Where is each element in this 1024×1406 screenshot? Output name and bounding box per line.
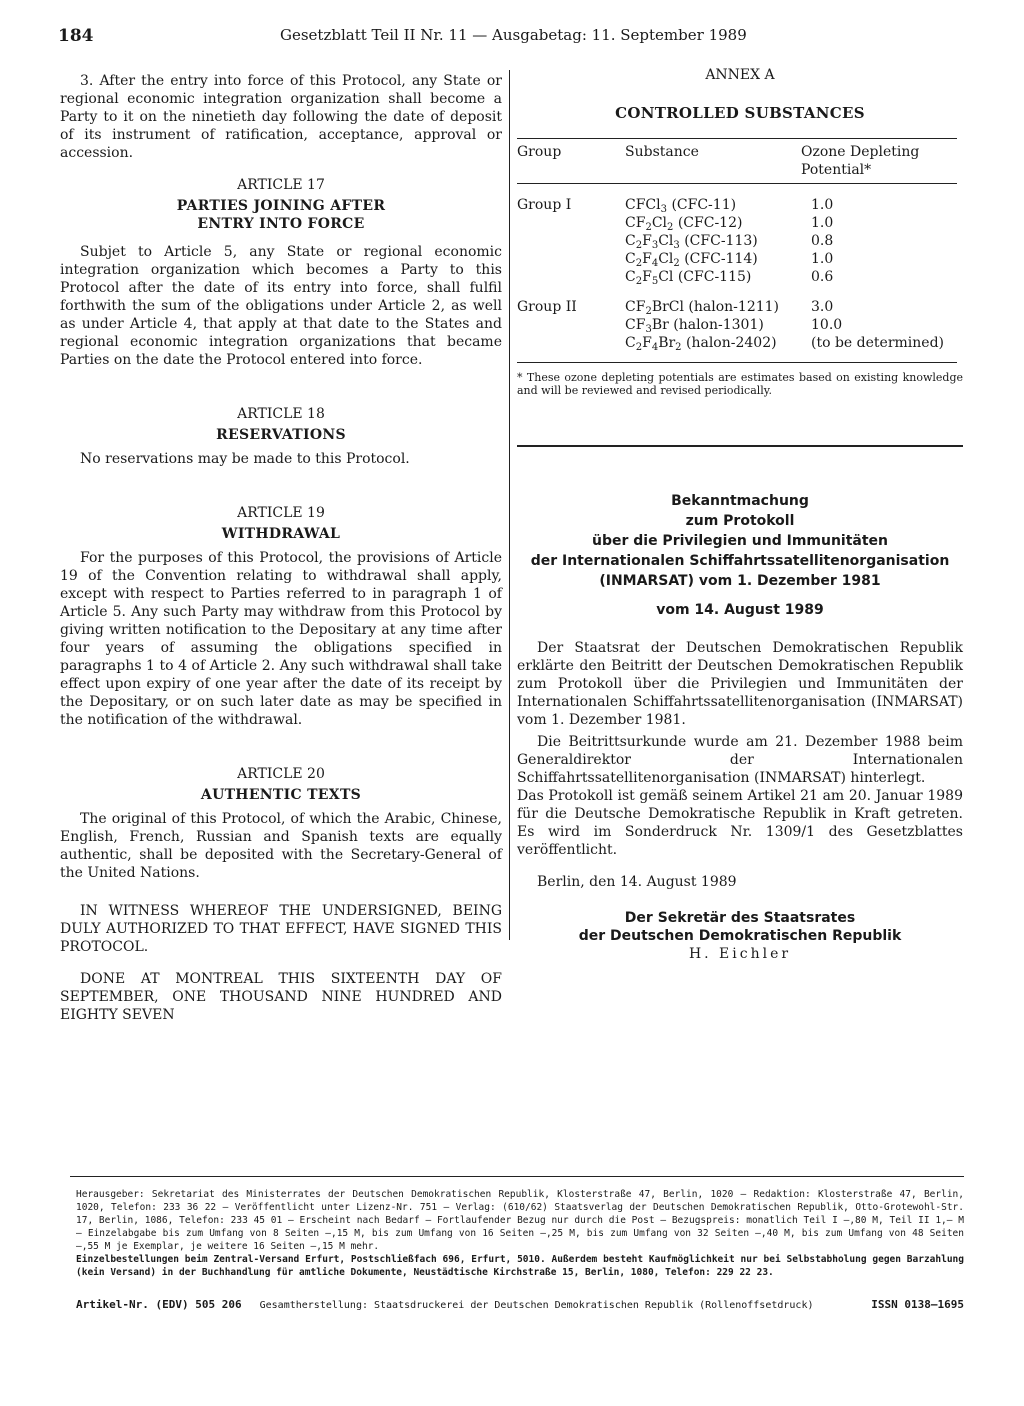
potential-cell: 1.0: [811, 215, 834, 231]
orders-text: Einzelbestellungen beim Zentral-Versand Erfurt, Postschließfach 696, Erfurt, 5010. Außerdem besteht Kaufmöglichkeit nur bei Selbstabholung gegen Barzahlung (kein Versand) in der Buchhandlung für amtliche Dokumente, Neustädtische Kirchstraße 15, Berlin, 1080, Telefon: 229 22 23.: [76, 1254, 964, 1278]
potential-cell: 3.0: [811, 299, 834, 315]
notice-place-date: Berlin, den 14. August 1989: [537, 874, 737, 890]
group-cell: [517, 316, 625, 334]
substance-cell: $CF_3Br$ (halon-1301): [625, 317, 764, 335]
article-20-number: ARTICLE 20: [237, 766, 325, 782]
article-17-number: ARTICLE 17: [237, 177, 325, 193]
printer-text: Gesamtherstellung: Staatsdruckerei der Deutschen Demokratischen Republik (Rollenoffsetdruck): [259, 1300, 814, 1311]
column-header-group: Group: [517, 144, 562, 160]
article-19-text: For the purposes of this Protocol, the provisions of Article 19 of the Convention relating to withdrawal shall apply, except with respect to Parties referred to in paragraph 1 of Article 5. Any such Party may withdraw from this Protocol by giving written notification to the Depositary at any time after four years of assuming the obligations specified in paragraphs 1 to 4 of Article 2. Any such withdrawal shall take effect upon expiry of one year after the date of its receipt by the Depositary, or on such later date as may be specified in the notification of the withdrawal.: [60, 550, 502, 728]
group-cell: [517, 214, 625, 232]
potential-cell: 1.0: [811, 251, 834, 267]
table-row: [517, 184, 957, 215]
article-20-text: The original of this Protocol, of which the Arabic, Chinese, English, French, Russian and Spanish texts are equally authentic, shall be deposited with the Secretary-General of the United Nations.: [60, 811, 502, 881]
substance-cell: $CF_2BrCl$ (halon-1211): [625, 299, 780, 317]
notice-date: vom 14. August 1989: [656, 602, 824, 618]
article-18-number: ARTICLE 18: [237, 406, 325, 422]
article-18-title: RESERVATIONS: [216, 427, 346, 443]
table-row: [517, 286, 957, 316]
group-cell: Group II: [517, 299, 577, 315]
potential-cell: 0.6: [811, 269, 834, 285]
substance-cell: $C_2F_4Cl_2$ (CFC-114): [625, 251, 758, 269]
footer-rule: [70, 1176, 964, 1177]
annex-title: CONTROLLED SUBSTANCES: [615, 104, 865, 122]
article-17-title-line-1: PARTIES JOINING AFTER: [176, 198, 386, 214]
table-row: [517, 232, 957, 250]
table-row: [517, 214, 957, 232]
substance-cell: $C_2F_4Br_2$ (halon-2402): [625, 335, 777, 353]
footer-bottom-line: [76, 1298, 964, 1311]
article-17-text: Subjet to Article 5, any State or regional economic integration organization which becomes a Party to this Protocol after the date of its entry into force, shall fulfil forthwith the sum of the obligations under Article 2, as well as under Article 4, that apply at that date to the States and regional economic integration organizations that became Parties on the date the Protocol entered into force.: [60, 244, 502, 368]
signer-title-1: Der Sekretär des Staatsrates: [624, 910, 856, 926]
substance-cell: $CF_2Cl_2$ (CFC-12): [625, 215, 743, 233]
right-column: [517, 66, 963, 963]
notice-paragraph-2: Die Beitrittsurkunde wurde am 21. Dezember 1988 beim Generaldirektor der Internationalen Schiffahrtssatellitenorganisation (INMARSAT) hinterlegt.: [517, 734, 963, 786]
notice-title-line-5: (INMARSAT) vom 1. Dezember 1981: [599, 573, 881, 589]
notice-paragraph-3: Das Protokoll ist gemäß seinem Artikel 21 am 20. Januar 1989 für die Deutsche Demokratische Republik in Kraft getreten. Es wird im Sonderdruck Nr. 1309/1 des Gesetzblattes veröffentlicht.: [517, 788, 963, 858]
signer-name: H. Eichler: [688, 946, 792, 962]
article-20-title: AUTHENTIC TEXTS: [200, 787, 362, 803]
article-18-text: No reservations may be made to this Protocol.: [80, 451, 410, 467]
page-header: [58, 26, 958, 52]
imprint-footer: [76, 1188, 964, 1279]
notice-paragraph-1: Der Staatsrat der Deutschen Demokratischen Republik erklärte den Beitritt der Deutschen Demokratischen Republik zum Protokoll über die Privilegien und Immunitäten der Internationalen Schiffahrtssatellitenorganisation (INMARSAT) vom 1. Dezember 1981.: [517, 640, 963, 728]
header-title: Gesetzblatt Teil II Nr. 11 — Ausgabetag: 11. September 1989: [280, 26, 747, 44]
annex-label: ANNEX A: [705, 67, 775, 83]
notice-title-line-4: der Internationalen Schiffahrtssatellitenorganisation: [530, 553, 950, 569]
article-19-title: WITHDRAWAL: [221, 526, 341, 542]
table-row: [517, 334, 957, 352]
group-cell: [517, 250, 625, 268]
group-cell: [517, 232, 625, 250]
article-19-number: ARTICLE 19: [237, 505, 325, 521]
table-row: [517, 268, 957, 286]
imprint-text: Herausgeber: Sekretariat des Ministerrates der Deutschen Demokratischen Republik, Klosterstraße 47, Berlin, 1020 – Redaktion: Klosterstraße 47, Berlin, 1020, Telefon: 233 36 22 – Veröffentlicht unter Lizenz-Nr. 751 – Verlag: (610/62) Staatsverlag der Deutschen Demokratischen Republik, Otto-Grotewohl-Str. 17, Berlin, 1086, Telefon: 233 45 01 – Erscheint nach Bedarf – Fortlaufender Bezug nur durch die Post – Bezugspreis: monatlich Teil I –,80 M, Teil II 1,– M – Einzelabgabe bis zum Umfang von 8 Seiten –,15 M, bis zum Umfang von 16 Seiten –,25 M, bis zum Umfang von 32 Seiten –,40 M, bis zum Umfang von 48 Seiten –,55 M je Exemplar, je weitere 16 Seiten –,15 M mehr.: [76, 1189, 964, 1252]
potential-cell: 10.0: [811, 317, 843, 333]
substance-cell: CFCl$_3$ (CFC-11): [625, 197, 737, 215]
group-cell: [517, 268, 625, 286]
table-row: [517, 250, 957, 268]
column-header-substance: Substance: [625, 144, 699, 160]
potential-cell: (to be determined): [811, 335, 944, 351]
group-cell: Group I: [517, 197, 572, 213]
notice-title-line-1: Bekanntmachung: [671, 493, 809, 509]
article-17-title-line-2: ENTRY INTO FORCE: [197, 216, 365, 232]
notice-title-line-3: über die Privilegien und Immunitäten: [591, 533, 889, 549]
witness-clause: IN WITNESS WHEREOF THE UNDERSIGNED, BEING DULY AUTHORIZED TO THAT EFFECT, HAVE SIGNED THIS PROTOCOL.: [60, 903, 502, 955]
substance-cell: $C_2F_3Cl_3$ (CFC-113): [625, 233, 758, 251]
notice-title: [517, 491, 963, 591]
signer-title-2: der Deutschen Demokratischen Republik: [578, 928, 902, 944]
left-column: [60, 72, 502, 1024]
article-number: Artikel-Nr. (EDV) 505 206: [76, 1298, 242, 1311]
issn-number: ISSN 0138–1695: [871, 1298, 964, 1311]
substance-cell: $C_2F_5Cl$ (CFC-115): [625, 269, 752, 287]
paragraph-3: 3. After the entry into force of this Protocol, any State or regional economic integration organization shall become a Party to it on the ninetieth day following the date of deposit of its instrument of ratification, acceptance, approval or accession.: [60, 73, 502, 161]
section-separator: [517, 445, 963, 447]
column-divider: [509, 70, 510, 940]
done-at-clause: DONE AT MONTREAL THIS SIXTEENTH DAY OF SEPTEMBER, ONE THOUSAND NINE HUNDRED AND EIGHTY SEVEN: [60, 971, 502, 1023]
controlled-substances-table: [517, 138, 957, 363]
table-footnote: * These ozone depleting potentials are estimates based on existing knowledge and will be reviewed and revised periodically.: [517, 371, 963, 397]
potential-cell: 1.0: [811, 197, 834, 213]
table-body: [517, 184, 957, 363]
column-header-potential: Ozone Depleting Potential*: [801, 144, 920, 178]
notice-title-line-2: zum Protokoll: [685, 513, 795, 529]
group-cell: [517, 334, 625, 352]
potential-cell: 0.8: [811, 233, 834, 249]
table-row: [517, 316, 957, 334]
page-number: 184: [58, 26, 94, 46]
table-header-row: [517, 139, 957, 184]
